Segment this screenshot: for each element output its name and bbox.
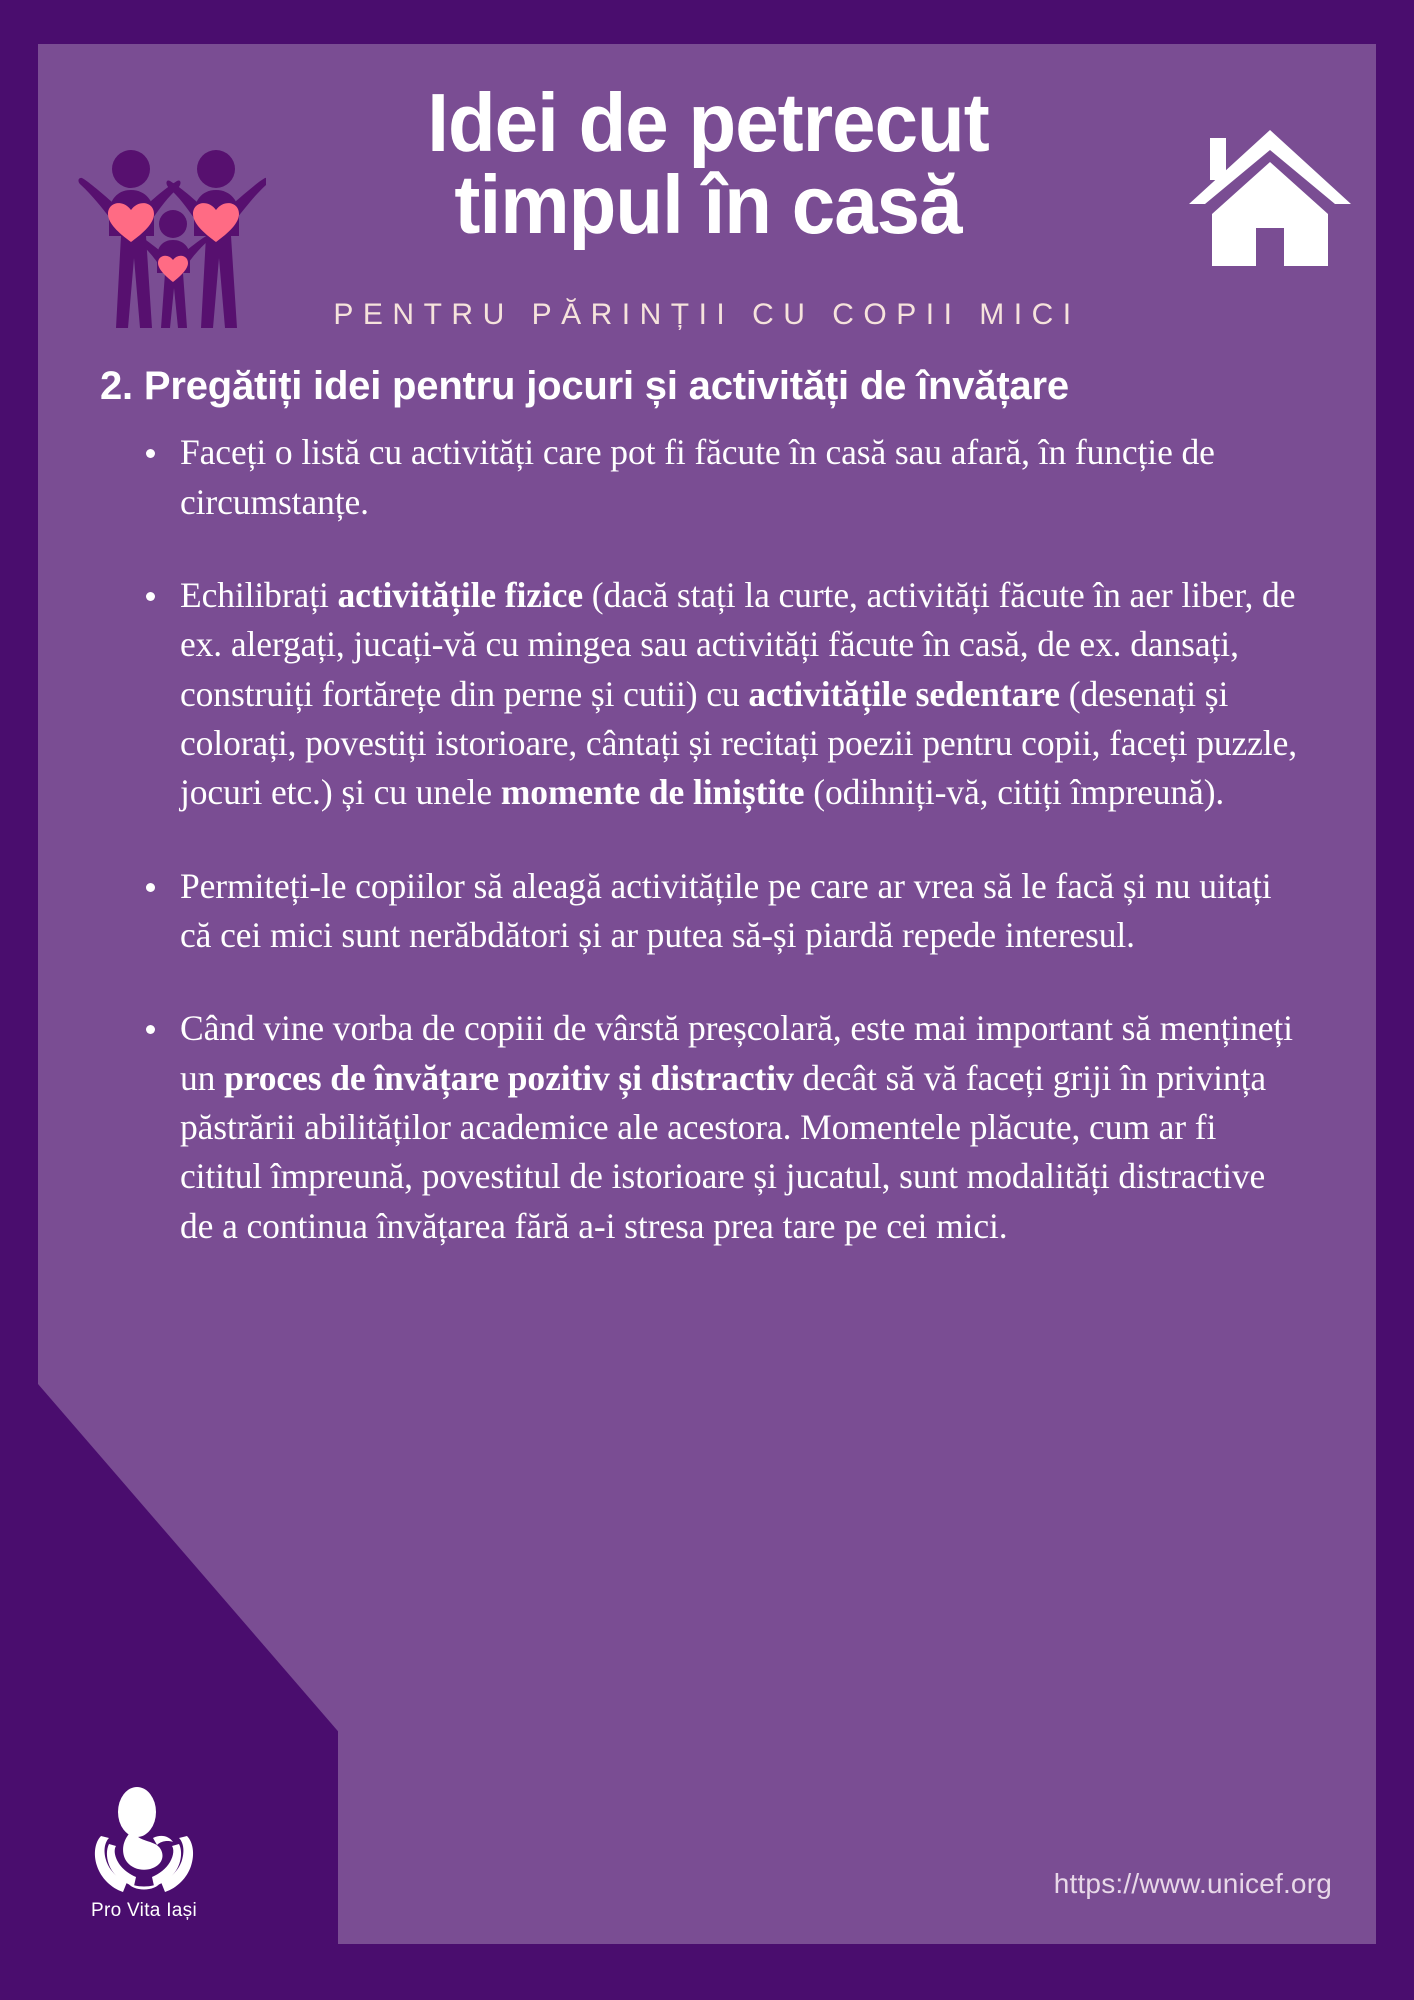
bullet-emphasis: activitățile sedentare [748,673,1060,714]
poster-subtitle: PENTRU PĂRINȚII CU COPII MICI [333,298,1081,331]
bullet-text: Permiteți-le copiilor să aleagă activitățile pe care ar vrea să le facă și nu uitați că cei mici sunt nerăbdători și ar putea să-și piardă repede interesul. [180,865,1272,955]
poster-title [188,76,1228,252]
bullet-text: Faceți o listă cu activități care pot fi făcute în casă sau afară, în funcție de circumstanțe. [180,432,1215,522]
bullet-text: Echilibrați [180,574,338,615]
bullet-item [138,862,1298,961]
bullet-text: (desenați și colorați, povestiți istorioare, cântați și recitați poezii pentru copii, faceți puzzle, jocuri etc.) și cu unele [180,673,1298,813]
bullet-text: (dacă stați la curte, activități făcute în aer liber, de ex. alergați, jucați-vă cu mingea sau activități făcute în casă, de ex. dansați, construiți fortărețe din perne și cutii) cu [180,574,1296,714]
poster-panel [38,44,1376,1944]
bullet-text: (odihniți-vă, citiți împreună). [804,772,1225,813]
source-url: https://www.unicef.org [1053,1868,1332,1899]
bullet-list [38,428,1376,1251]
bullet-item [138,571,1298,818]
poster-content [38,359,1376,1295]
bullet-emphasis: proces de învățare pozitiv și distractiv [224,1057,794,1098]
bullet-text: decât să vă faceți griji în privința păstrării abilităților academice ale acestora. Momentele plăcute, cum ar fi cititul împreună, povestitul de istorioare și jucatul, sunt modalități distractive de a continua învățarea fără a-i stresa prea tare pe cei mici. [180,1057,1267,1246]
title-line-1: Idei de petrecut [427,76,989,169]
bullet-emphasis: activitățile fizice [337,574,583,615]
poster-header [38,44,1376,344]
bullet-emphasis: momente de liniștite [500,772,805,813]
house-icon [1188,124,1353,269]
bullet-text: Când vine vorba de copiii de vârstă preșcolară, este mai important să mențineți un [180,1008,1293,1098]
bullet-item [138,428,1298,527]
pro-vita-iasi-logo [60,1778,228,1922]
bullet-item [138,1004,1298,1251]
section-heading: 2. Pregătiți idei pentru jocuri și activități de învățare [100,364,1069,408]
logo-label: Pro Vita Iași [91,1900,197,1921]
hands-holding-baby-icon [89,1778,199,1896]
title-line-2: timpul în casă [454,158,962,252]
